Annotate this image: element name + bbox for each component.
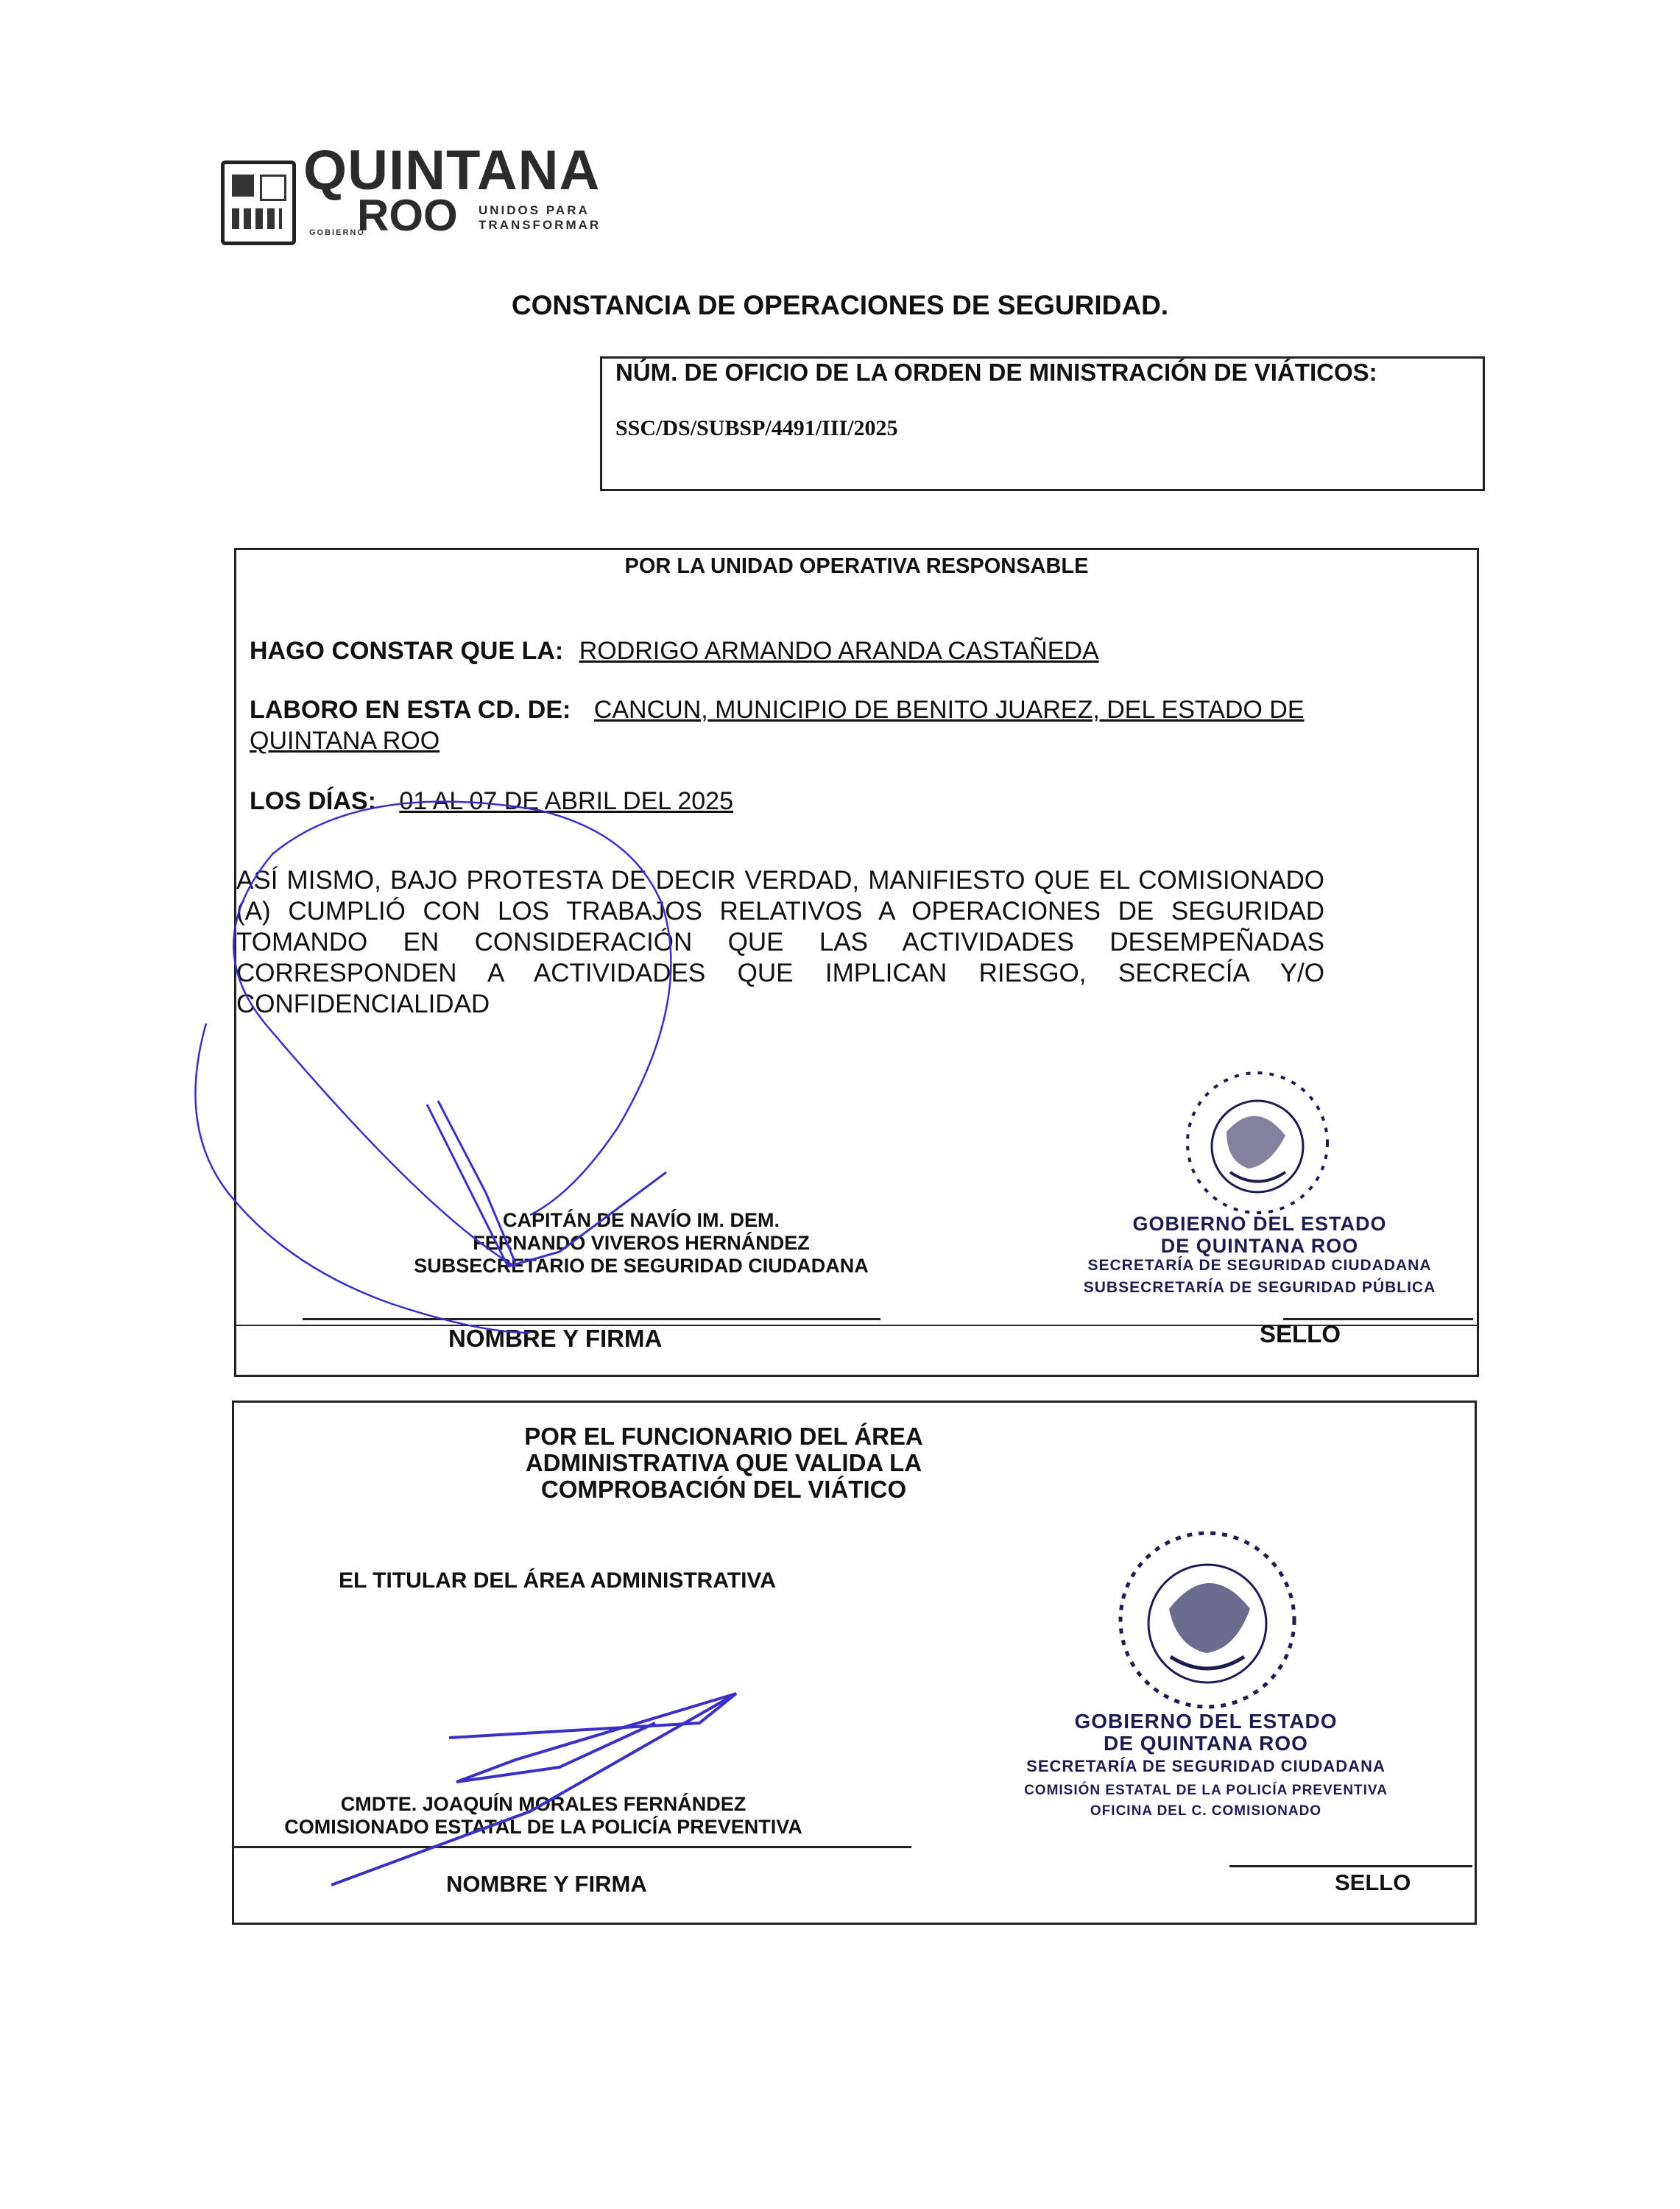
signer-name-2: CMDTE. JOAQUÍN MORALES FERNÁNDEZ	[340, 1793, 747, 1815]
funcionario-heading: POR EL FUNCIONARIO DEL ÁREA ADMINISTRATIVA QUE VALIDA LA COMPROBACIÓN DEL VIÁTICO	[524, 1423, 923, 1503]
logo-sub-text: ROO	[357, 191, 458, 240]
unidad-heading: POR LA UNIDAD OPERATIVA RESPONSABLE	[624, 554, 1089, 578]
sello-label-2: SELLO	[1335, 1870, 1411, 1895]
declaration-paragraph: ASÍ MISMO, BAJO PROTESTA DE DECIR VERDAD, MANIFIESTO QUE EL COMISIONADO (A) CUMPLIÓ CON LOS TRABAJOS RELATIVOS A OPERACIONES DE SEGURIDAD TOMANDO EN CONSIDERACIÓN QUE LAS ACTIVIDADES DESEMPEÑADAS CORRESPONDEN A ACTIVIDADES QUE IMPLICAN RIESGO, SECRECÍA Y/O CONFIDENCIALIDAD	[236, 866, 1324, 1018]
titular-label: EL TITULAR DEL ÁREA ADMINISTRATIVA	[339, 1568, 776, 1593]
hago-constar-row: HAGO CONSTAR QUE LA: RODRIGO ARMANDO ARANDA CASTAÑEDA	[250, 637, 1099, 665]
dias-row: LOS DÍAS: 01 AL 07 DE ABRIL DEL 2025	[250, 787, 733, 815]
logo-gov-text: GOBIERNO	[309, 228, 365, 237]
location-line-2: QUINTANA ROO	[250, 727, 440, 755]
signer-rank: CAPITÁN DE NAVÍO IM. DEM.	[502, 1209, 780, 1231]
location-line-1: CANCUN, MUNICIPIO DE BENITO JUAREZ, DEL ESTADO DE	[593, 696, 1305, 724]
logo-main-text: QUINTANA	[303, 139, 601, 202]
signer-name: FERNANDO VIVEROS HERNÁNDEZ	[473, 1232, 810, 1254]
oficio-number: SSC/DS/SUBSP/4491/III/2025	[615, 416, 898, 440]
signer-title: SUBSECRETARIO DE SEGURIDAD CIUDADANA	[414, 1255, 869, 1277]
firma-label: NOMBRE Y FIRMA	[448, 1325, 663, 1352]
oficio-label: NÚM. DE OFICIO DE LA ORDEN DE MINISTRACIÓN DE VIÁTICOS:	[615, 359, 1377, 386]
commissioned-name: RODRIGO ARMANDO ARANDA CASTAÑEDA	[579, 637, 1099, 665]
dates-value: 01 AL 07 DE ABRIL DEL 2025	[399, 787, 733, 815]
laboro-row: LABORO EN ESTA CD. DE: CANCUN, MUNICIPIO DE BENITO JUAREZ, DEL ESTADO DE	[250, 696, 1305, 724]
seal-text-1: GOBIERNO DEL ESTADO DE QUINTANA ROO SECRETARÍA DE SEGURIDAD CIUDADANA SUBSECRETARÍA DE SEGURIDAD PÚBLICA	[1083, 1213, 1436, 1296]
signer-title-2: COMISIONADO ESTATAL DE LA POLICÍA PREVENTIVA	[284, 1816, 802, 1838]
firma-label-2: NOMBRE Y FIRMA	[446, 1871, 647, 1897]
seal-text-2: GOBIERNO DEL ESTADO DE QUINTANA ROO SECRETARÍA DE SEGURIDAD CIUDADANA COMISIÓN ESTATAL DE LA POLICÍA PREVENTIVA OFICINA DEL C. COMISIONADO	[1024, 1710, 1388, 1819]
logo-tagline: UNIDOS PARA TRANSFORMAR	[479, 203, 601, 232]
document-title: CONSTANCIA DE OPERACIONES DE SEGURIDAD.	[511, 290, 1169, 320]
sello-label: SELLO	[1260, 1320, 1341, 1347]
